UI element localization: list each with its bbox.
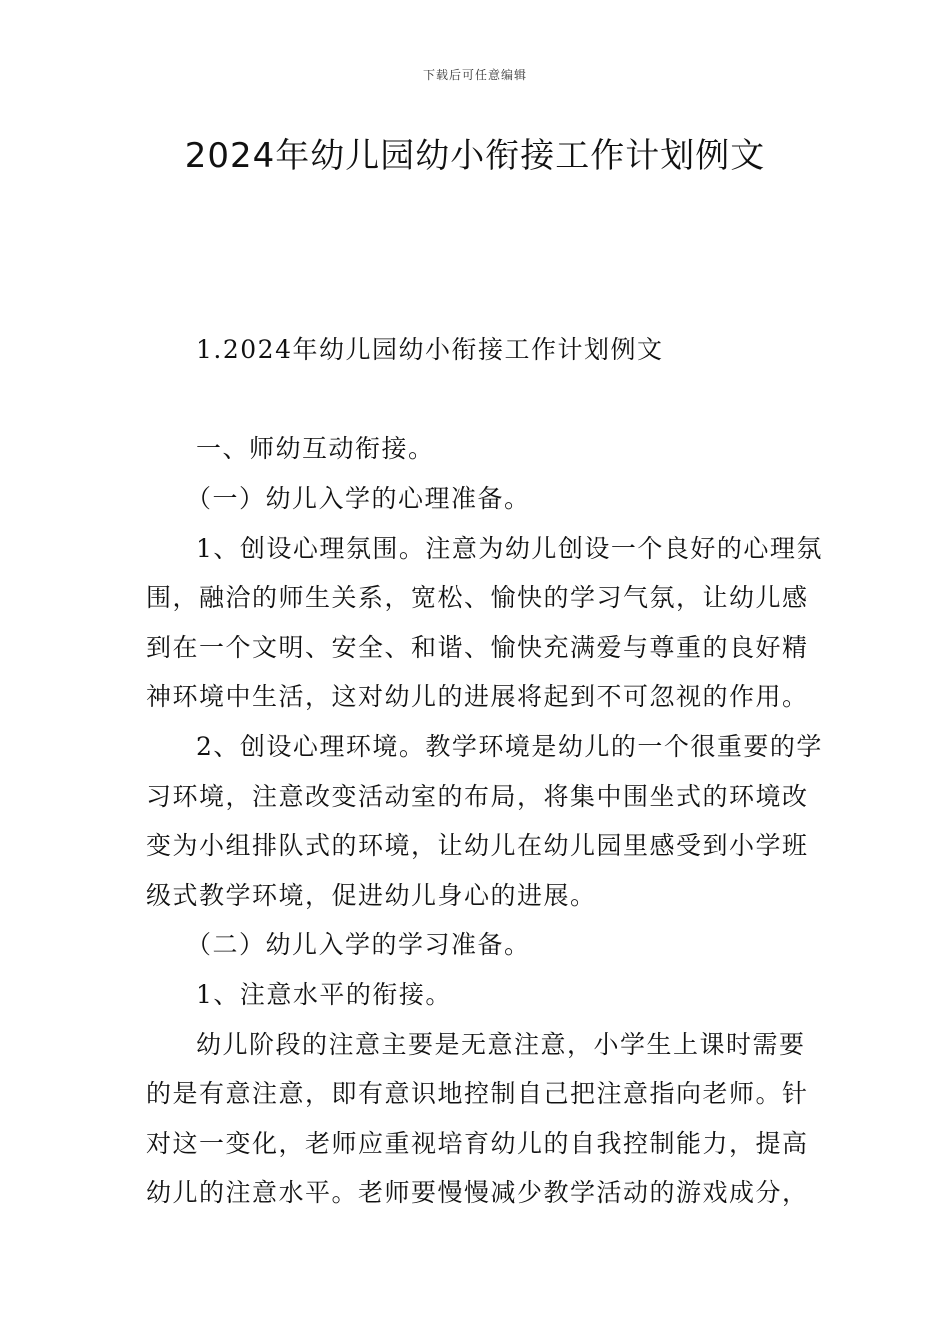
paragraph-line: 幼儿的注意水平。老师要慢慢减少教学活动的游戏成分，: [146, 1178, 809, 1207]
paragraph-line: 2、创设心理环境。教学环境是幼儿的一个很重要的学: [196, 732, 823, 761]
heading-level-3: 1、注意水平的衔接。: [196, 980, 452, 1009]
paragraph-line: 变为小组排队式的环境，让幼儿在幼儿园里感受到小学班: [146, 831, 809, 860]
paragraph-line: 习环境，注意改变活动室的布局，将集中围坐式的环境改: [146, 782, 809, 811]
paragraph-line: 神环境中生活，这对幼儿的进展将起到不可忽视的作用。: [146, 682, 809, 711]
section-heading: 1.2024年幼儿园幼小衔接工作计划例文: [196, 335, 664, 364]
header-note: 下载后可任意编辑: [422, 68, 527, 82]
paragraph-line: 1、创设心理氛围。注意为幼儿创设一个良好的心理氛: [196, 534, 823, 563]
heading-level-2: （一）幼儿入学的心理准备。: [186, 484, 531, 513]
paragraph-line: 到在一个文明、安全、和谐、愉快充满爱与尊重的良好精: [146, 633, 809, 662]
heading-level-2: （二）幼儿入学的学习准备。: [186, 930, 531, 959]
paragraph-line: 对这一变化，老师应重视培育幼儿的自我控制能力，提高: [146, 1129, 809, 1158]
paragraph-line: 的是有意注意，即有意识地控制自己把注意指向老师。针: [146, 1079, 809, 1108]
document-title: 2024年幼儿园幼小衔接工作计划例文: [184, 136, 766, 176]
paragraph-line: 围，融洽的师生关系，宽松、愉快的学习气氛，让幼儿感: [146, 583, 809, 612]
paragraph-line: 幼儿阶段的注意主要是无意注意，小学生上课时需要: [196, 1030, 806, 1059]
paragraph-line: 级式教学环境，促进幼儿身心的进展。: [146, 881, 597, 910]
heading-level-1: 一、师幼互动衔接。: [196, 434, 435, 463]
